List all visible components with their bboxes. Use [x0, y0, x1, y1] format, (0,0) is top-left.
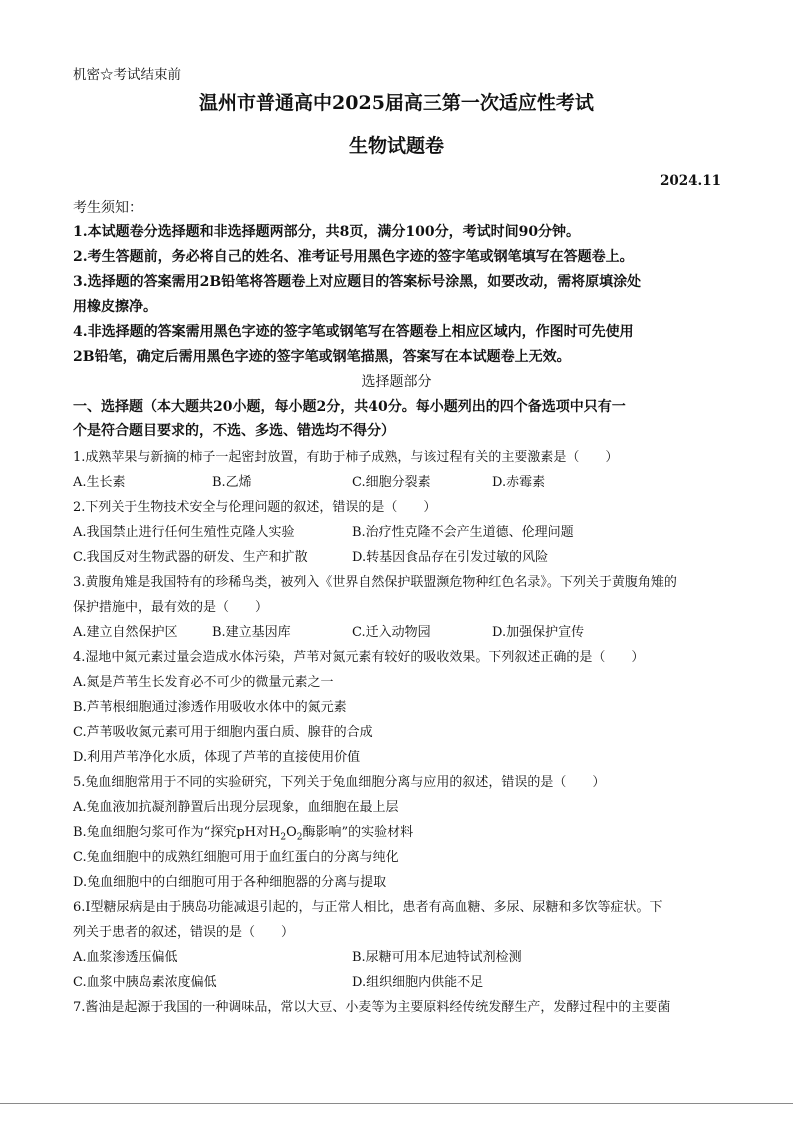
q5-option-b-text-3: 酶影响”的实验材料 [302, 825, 414, 840]
q6-option-c: C.血浆中胰岛素浓度偏低 [73, 975, 217, 990]
q6-option-a: A.血浆渗透压偏低 [73, 950, 178, 965]
question-3-stem: 3.黄腹角雉是我国特有的珍稀鸟类，被列入《世界自然保护联盟濒危物种红色名录》。下列关于黄腹角雉的 [73, 575, 677, 590]
question-4-stem: 4.湿地中氮元素过量会造成水体污染，芦苇对氮元素有较好的吸收效果。下列叙述正确的是（ ） [73, 650, 645, 665]
q3-option-c: C.迁入动物园 [352, 625, 431, 640]
q4-option-b: B.芦苇根细胞通过渗透作用吸收水体中的氮元素 [73, 700, 347, 715]
q2-option-b: B.治疗性克隆不会产生道德、伦理问题 [352, 525, 574, 540]
exam-date: 2024.11 [659, 173, 721, 189]
q2-option-c: C.我国反对生物武器的研发、生产和扩散 [73, 550, 308, 565]
q4-option-d: D.利用芦苇净化水质，体现了芦苇的直接使用价值 [73, 750, 361, 765]
q5-option-d: D.兔血细胞中的白细胞可用于各种细胞器的分离与提取 [73, 875, 387, 890]
q2-option-a: A.我国禁止进行任何生殖性克隆人实验 [73, 525, 295, 540]
notice-item-1: 1.本试题卷分选择题和非选择题两部分，共8页，满分100分，考试时间90分钟。 [73, 224, 581, 240]
section-instruction-2: 个是符合题目要求的，不选、多选、错选均不得分） [73, 423, 395, 439]
q3-option-b: B.建立基因库 [212, 625, 291, 640]
section-instruction-1: 一、选择题（本大题共20小题，每小题2分，共40分。每小题列出的四个备选项中只有一 [73, 399, 626, 415]
q3-option-d: D.加强保护宣传 [492, 625, 585, 640]
q1-option-c: C.细胞分裂素 [352, 475, 431, 490]
notice-item-4-cont: 2B铅笔，确定后需用黑色字迹的签字笔或钢笔描黑，答案写在本试题卷上无效。 [73, 349, 571, 365]
notice-item-4: 4.非选择题的答案需用黑色字迹的签字笔或钢笔写在答题卷上相应区域内，作图时可先使用 [73, 324, 634, 340]
q3-option-a: A.建立自然保护区 [73, 625, 178, 640]
q1-option-d: D.赤霉素 [492, 475, 546, 490]
q5-option-a: A.兔血液加抗凝剂静置后出现分层现象，血细胞在最上层 [73, 800, 399, 815]
paper-subtitle: 生物试题卷 [348, 135, 444, 157]
question-3-stem-cont: 保护措施中，最有效的是（ ） [73, 600, 269, 615]
question-1-stem: 1.成熟苹果与新摘的柿子一起密封放置，有助于柿子成熟，与该过程有关的主要激素是（ ） [73, 450, 619, 465]
q6-option-d: D.组织细胞内供能不足 [352, 975, 484, 990]
question-6-stem: 6.Ⅰ型糖尿病是由于胰岛功能减退引起的，与正常人相比，患者有高血糖、多尿、尿糖和多饮等症状。下 [73, 900, 663, 915]
q4-option-a: A.氮是芦苇生长发育必不可少的微量元素之一 [73, 675, 334, 690]
page-bottom-divider [0, 1103, 793, 1104]
notice-item-3: 3.选择题的答案需用2B铅笔将答题卷上对应题目的答案标号涂黑，如要改动，需将原填涂处 [73, 274, 642, 290]
question-5-stem: 5.兔血细胞常用于不同的实验研究，下列关于兔血细胞分离与应用的叙述，错误的是（ ） [73, 775, 606, 790]
notice-item-2: 2.考生答题前，务必将自己的姓名、准考证号用黑色字迹的签字笔或钢笔填写在答题卷上。 [73, 249, 634, 265]
q5-option-b-text-1: B.兔血细胞匀浆可作为“探究pH对H [73, 825, 281, 840]
confidential-label: 机密☆考试结束前 [73, 67, 181, 83]
notice-item-3-cont: 用橡皮擦净。 [73, 299, 157, 315]
question-7-stem: 7.酱油是起源于我国的一种调味品，常以大豆、小麦等为主要原料经传统发酵生产，发酵过程中的主要菌 [73, 1000, 671, 1015]
notice-heading: 考生须知： [73, 200, 143, 216]
q5-option-b [73, 821, 413, 843]
q2-option-d: D.转基因食品存在引发过敏的风险 [352, 550, 549, 565]
q5-option-b-text-2: O [286, 825, 297, 840]
question-2-stem: 2.下列关于生物技术安全与伦理问题的叙述，错误的是（ ） [73, 500, 437, 515]
q5-option-c: C.兔血细胞中的成熟红细胞可用于血红蛋白的分离与纯化 [73, 850, 399, 865]
question-6-stem-cont: 列关于患者的叙述，错误的是（ ） [73, 925, 295, 940]
q5-option-b-subscript-1: 2 [280, 832, 287, 843]
section-title: 选择题部分 [361, 374, 432, 390]
q4-option-c: C.芦苇吸收氮元素可用于细胞内蛋白质、腺苷的合成 [73, 725, 373, 740]
q6-option-b: B.尿糖可用本尼迪特试剂检测 [352, 950, 522, 965]
q1-option-a: A.生长素 [73, 475, 126, 490]
q1-option-b: B.乙烯 [212, 475, 252, 490]
exam-title: 温州市普通高中2025届高三第一次适应性考试 [199, 92, 594, 114]
q5-option-b-subscript-2: 2 [296, 832, 303, 843]
